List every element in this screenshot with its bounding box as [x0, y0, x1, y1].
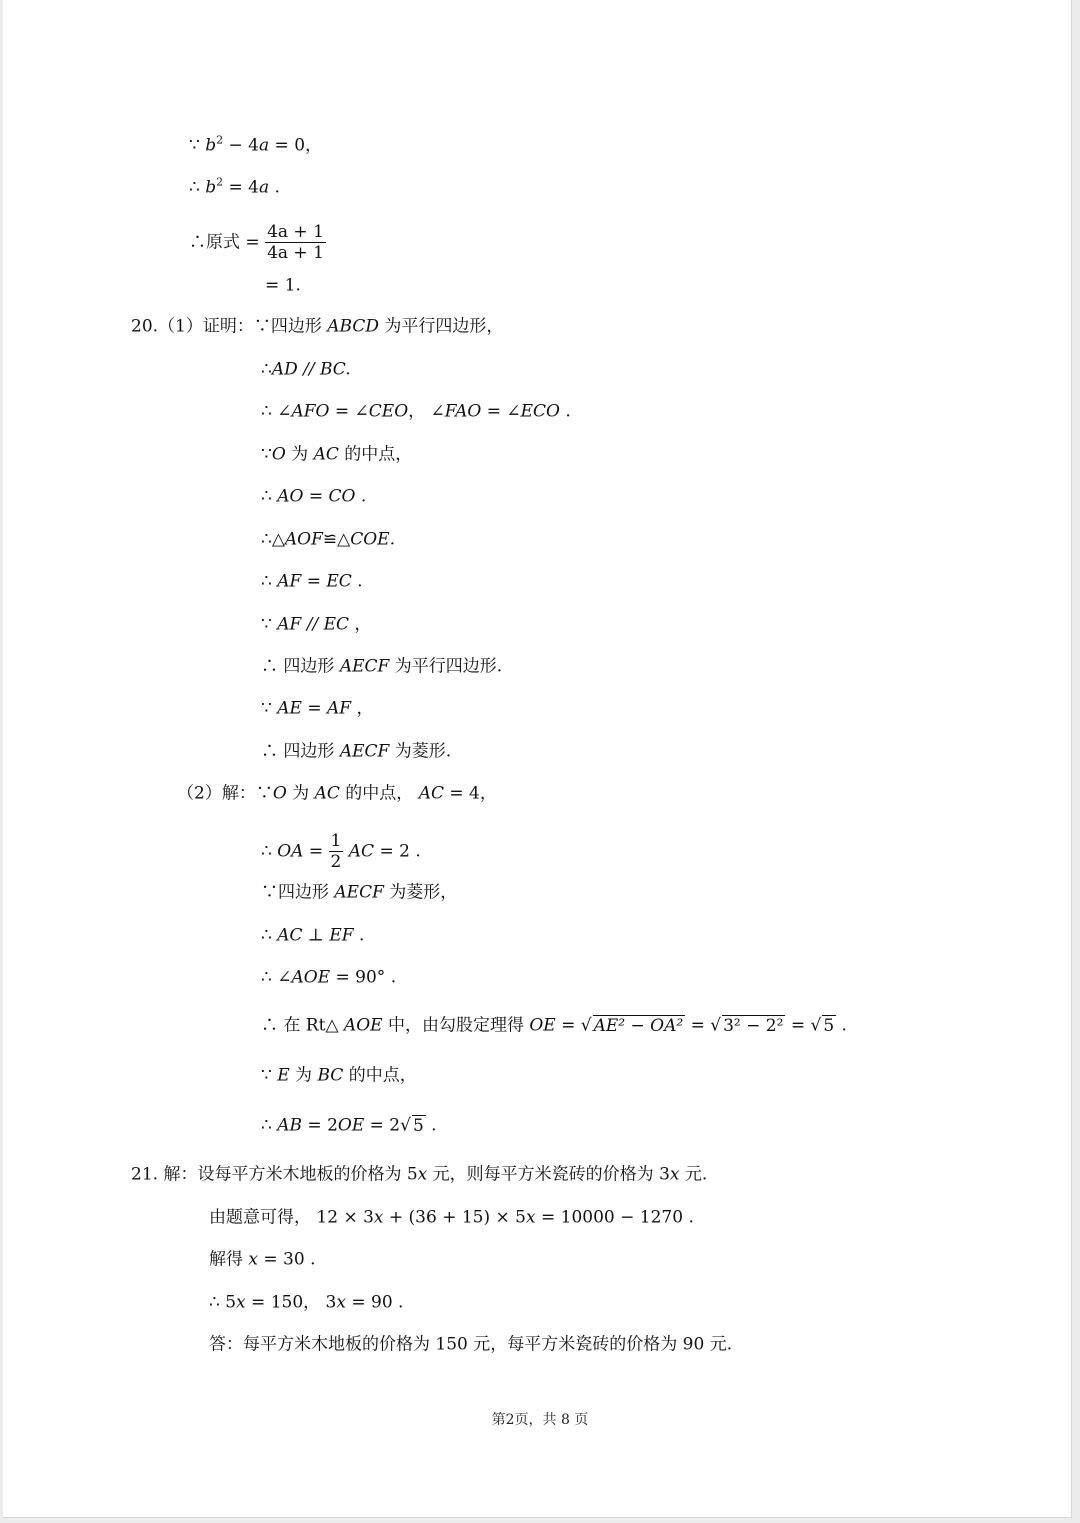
text-run: 元，则每平方米瓷砖的价格为 3 [427, 1164, 670, 1185]
text-run: . [355, 486, 367, 507]
text-run: = 10000 − 1270 . [535, 1207, 694, 1228]
text-run: ∴ [261, 1115, 278, 1136]
math-variable: AOE [343, 1015, 383, 1036]
math-variable: x [669, 1164, 680, 1185]
math-variable: EF [329, 925, 354, 946]
text-run: = 90° . [330, 967, 397, 988]
solution-line [261, 1014, 847, 1037]
text-run: = 4， [443, 783, 497, 804]
math-variable: AO = CO [277, 486, 356, 507]
text-run: = [303, 841, 329, 862]
solution-line [189, 176, 280, 199]
solution-line [209, 1248, 316, 1271]
solution-line [261, 443, 412, 466]
text-run: 为菱形， [383, 882, 458, 903]
text-run: − 4 [223, 135, 259, 156]
math-variable: AC [313, 444, 339, 465]
solution-line [261, 831, 421, 872]
text-run: ∴ 四边形 [261, 656, 340, 677]
text-run: 为平行四边形. [389, 656, 503, 677]
text-run: 的中点， [339, 783, 419, 804]
math-variable: AE = AF [277, 698, 352, 719]
text-run: 为 [289, 1065, 318, 1086]
solution-line [261, 570, 363, 593]
text-run: = √ [555, 1015, 592, 1036]
math-variable: AECF [334, 882, 384, 903]
math-variable: x [526, 1207, 536, 1228]
solution-line [261, 740, 451, 763]
math-variable: AECF [339, 656, 390, 677]
document-page [3, 0, 1072, 1518]
text-run: = 90 . [345, 1292, 404, 1313]
math-variable: OE [337, 1115, 365, 1136]
math-variable: a [259, 177, 270, 198]
text-run: 中，由勾股定理得 [382, 1015, 530, 1036]
solution-line [131, 315, 503, 338]
text-run: ， [349, 614, 372, 635]
solution-line [261, 924, 364, 947]
text-run: + (36 + 15) × 5 [383, 1207, 526, 1228]
text-run: ∴原式 = [189, 232, 266, 253]
text-run: 解得 [209, 1249, 249, 1270]
text-run: . [836, 1015, 847, 1036]
math-variable: x [336, 1292, 346, 1313]
math-variable: BC [317, 1065, 344, 1086]
solution-line [261, 655, 502, 678]
solution-line [261, 966, 396, 989]
text-run: ⊥ [302, 925, 330, 946]
solution-line [189, 134, 322, 157]
text-run: 21. 解：设每平方米木地板的价格为 5 [131, 1164, 418, 1185]
text-run: . [353, 925, 365, 946]
text-run: . [559, 401, 571, 422]
text-run: ∴ [261, 841, 278, 862]
text-run: ∴ [189, 177, 206, 198]
math-variable: x [417, 1164, 428, 1185]
superscript: 2 [216, 133, 224, 147]
page-footer: 第2页，共 8 页 [491, 1412, 589, 1428]
text-run: = √ [785, 1015, 822, 1036]
fraction: $\frac{4a + 1}{4a + 1}$ [267, 222, 324, 263]
solution-line [265, 274, 301, 297]
text-run: = 2√ [364, 1115, 411, 1136]
text-run: 答：每平方米木地板的价格为 150 元，每平方米瓷砖的价格为 90 元. [209, 1334, 733, 1355]
math-variable: ∠FAO = ∠ECO [430, 401, 560, 422]
text-run: ， [351, 698, 374, 719]
math-variable: OA [277, 841, 304, 862]
math-variable: x [248, 1249, 258, 1270]
text-run: ∴ [261, 401, 278, 422]
math-variable: E [277, 1065, 290, 1086]
text-run: = 4 [223, 177, 259, 198]
text-run: 为 [286, 783, 315, 804]
math-variable: x [236, 1292, 246, 1313]
text-run: ∴ [261, 925, 278, 946]
text-run: （2）解：∵ [177, 783, 273, 804]
solution-line [261, 528, 395, 551]
text-run: = 1. [265, 275, 301, 296]
math-variable: AC [418, 783, 444, 804]
text-run: = 0， [269, 135, 323, 156]
math-variable: AB [277, 1115, 303, 1136]
text-run: ∴ 5 [209, 1292, 237, 1313]
radicand: AE² − OA² [593, 1016, 684, 1036]
text-run: 的中点， [338, 444, 413, 465]
text-run: . [351, 571, 363, 592]
text-run: = 2 . [374, 841, 421, 862]
text-run: ∵四边形 [261, 882, 335, 903]
math-variable: COE. [350, 529, 395, 550]
math-variable: AF = EC [277, 571, 352, 592]
text-run: ∴△ [261, 529, 285, 550]
math-variable: AF // EC [277, 614, 349, 635]
superscript: 2 [216, 175, 224, 189]
math-variable: AECF [339, 741, 390, 762]
solution-line [209, 1333, 732, 1356]
solution-line [261, 1114, 437, 1137]
solution-line [261, 1064, 417, 1087]
math-variable: AC [348, 841, 375, 862]
text-run: ∴ 在 Rt△ [261, 1015, 344, 1036]
text-run: 为 [285, 444, 314, 465]
text-run: ∵ [261, 444, 272, 465]
solution-line [261, 400, 571, 423]
math-variable: x [373, 1207, 384, 1228]
math-variable: ABCD [327, 316, 379, 337]
radicand: 3² − 2² [723, 1016, 784, 1036]
math-variable: OE [529, 1015, 556, 1036]
text-run: ∴ [261, 359, 272, 380]
math-variable: AC [314, 783, 340, 804]
text-run: 由题意可得， 12 × 3 [209, 1207, 374, 1228]
text-run: ∵ [261, 614, 278, 635]
math-variable: AC [277, 925, 303, 946]
solution-line [189, 222, 326, 263]
solution-line [261, 881, 457, 904]
text-run: 为菱形. [389, 741, 452, 762]
text-run: ∵ [261, 698, 278, 719]
text-run: = √ [685, 1015, 722, 1036]
text-run: = 30 . [258, 1249, 316, 1270]
solution-line [209, 1291, 403, 1314]
text-run: 为平行四边形， [379, 316, 504, 337]
text-run: ∴ [261, 486, 278, 507]
text-run: . [425, 1115, 437, 1136]
text-run: ∴ [261, 967, 278, 988]
math-variable: O [271, 444, 286, 465]
math-variable: ∠AFO = ∠CEO [277, 401, 409, 422]
math-variable: ∠AOE [277, 967, 331, 988]
solution-line [131, 1163, 707, 1186]
text-run: ， [408, 401, 431, 422]
text-run: ≌△ [322, 529, 351, 550]
math-variable: a [259, 135, 270, 156]
text-run: 元. [679, 1164, 708, 1185]
text-run: ∴ 四边形 [261, 741, 340, 762]
text-run: . [269, 177, 280, 198]
text-run: ∵ [261, 1065, 278, 1086]
math-variable: b [205, 177, 217, 198]
text-run: = 150， 3 [245, 1292, 337, 1313]
solution-line [209, 1206, 694, 1229]
radicand: 5 [412, 1116, 424, 1136]
radicand: 5 [823, 1016, 835, 1036]
text-run: = 2 [302, 1115, 338, 1136]
math-variable: AD // BC. [271, 359, 351, 380]
text-run: ∵ [189, 135, 206, 156]
solution-line [261, 613, 371, 636]
solution-line [177, 782, 497, 805]
solution-line [261, 358, 351, 381]
solution-line [261, 485, 366, 508]
fraction: $\frac{1}{2}$ [330, 831, 342, 872]
solution-line [261, 697, 373, 720]
math-variable: O [272, 783, 287, 804]
text-run: 20.（1）证明：∵四边形 [131, 316, 328, 337]
math-variable: AOF [284, 529, 323, 550]
math-variable: b [205, 135, 217, 156]
text-run: ∴ [261, 571, 278, 592]
text-run: 的中点， [343, 1065, 417, 1086]
